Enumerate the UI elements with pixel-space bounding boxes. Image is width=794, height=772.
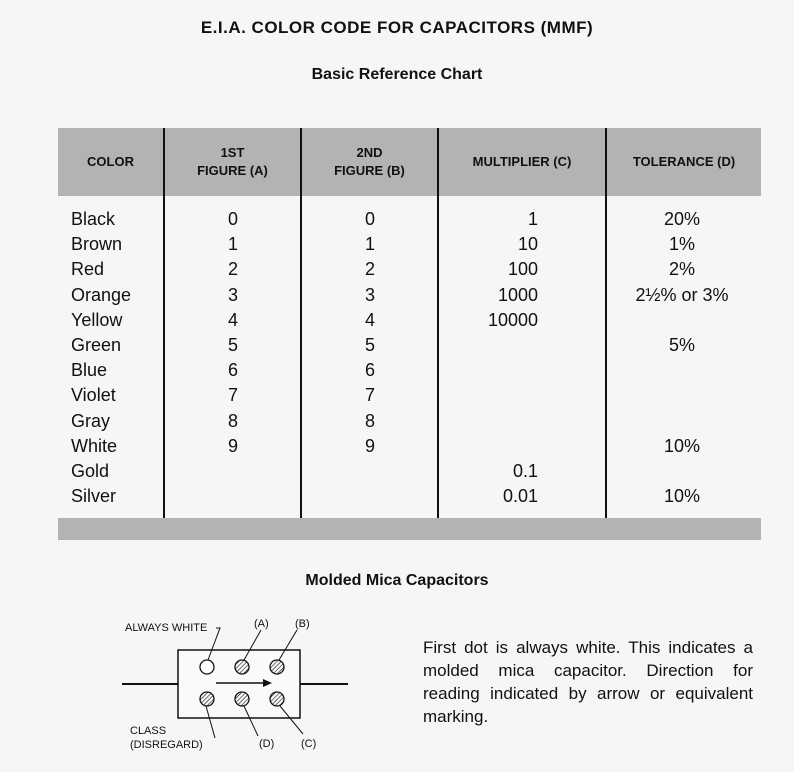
tolerance-cell: 1% [668,234,695,255]
page-title: E.I.A. COLOR CODE FOR CAPACITORS (MMF) [200,18,594,37]
column-header: 1ST FIGURE (A) [197,145,268,178]
color-code-table [58,128,761,540]
first-figure-cell: 9 [227,435,238,456]
table-row [58,232,761,257]
color-cell: Blue [71,360,108,381]
chart-subtitle: Basic Reference Chart [311,66,483,83]
mica-description: First dot is always white. This indicates a molded mica capacitor. Direction for reading indicated by arrow or equivalent marking. [423,638,753,726]
color-cell: Brown [71,234,123,255]
tolerance-cell: 2½% or 3% [635,284,729,305]
first-figure-cell: 3 [227,284,238,305]
multiplier-cell: 0.1 [512,461,538,481]
first-figure-cell: 1 [227,234,238,255]
multiplier-cell: 1000 [497,284,538,305]
column-header: TOLERANCE (D) [632,154,736,169]
color-cell: Orange [71,284,132,305]
label-disregard: (DISREGARD) [130,739,203,751]
label-always-white: ALWAYS WHITE [125,622,208,634]
color-cell: Gray [71,410,111,431]
multiplier-cell: 10000 [487,309,538,330]
multiplier-cell: 100 [507,259,538,280]
table-footer-band [58,518,761,540]
second-figure-cell: 3 [364,284,375,305]
tolerance-cell: 20% [663,209,701,229]
label-b: (B) [295,618,310,630]
mica-capacitor-diagram [120,610,350,760]
color-cell: White [71,435,118,456]
label-d: (D) [259,738,275,750]
dot-c-icon [270,692,284,706]
second-figure-cell: 0 [364,209,375,229]
color-cell: Gold [71,461,110,481]
table-row [58,434,761,459]
label-class: CLASS [130,725,167,737]
table-row [58,283,761,308]
second-figure-cell: 1 [364,234,375,255]
column-header: 2ND FIGURE (B) [334,145,405,178]
color-cell: Silver [71,486,117,507]
color-cell: Violet [71,385,116,406]
dot-class-icon [200,692,214,706]
tolerance-cell: 10% [663,435,701,456]
first-figure-cell: 5 [227,335,238,355]
first-figure-cell: 8 [227,410,238,431]
label-c: (C) [301,738,317,750]
tolerance-cell: 10% [663,486,701,507]
first-figure-cell: 2 [227,259,238,280]
tolerance-cell: 5% [668,335,695,355]
dot-a-icon [235,660,249,674]
column-header: COLOR [87,154,134,169]
color-cell: Black [71,209,116,229]
first-figure-cell: 7 [227,385,238,406]
table-row [58,308,761,333]
dot-d-icon [235,692,249,706]
table-row [58,383,761,408]
first-figure-cell: 4 [227,309,238,330]
dot-b-icon [270,660,284,674]
second-figure-cell: 8 [364,410,375,431]
color-cell: Yellow [71,309,123,330]
second-figure-cell: 4 [364,309,375,330]
multiplier-cell: 0.01 [502,486,538,507]
multiplier-cell: 1 [527,209,538,229]
second-figure-cell: 9 [364,435,375,456]
second-figure-cell: 5 [364,335,375,355]
table-row [58,409,761,434]
table-row [58,207,761,232]
tolerance-cell: 2% [668,259,695,280]
first-figure-cell: 0 [227,209,238,229]
first-figure-cell: 6 [227,360,238,381]
second-figure-cell: 2 [364,259,375,280]
table-row [58,484,761,509]
label-a: (A) [254,618,269,630]
color-cell: Red [71,259,105,280]
white-dot-icon [200,660,214,674]
color-cell: Green [71,335,122,355]
table-row [58,358,761,383]
table-row [58,333,761,358]
section-heading: Molded Mica Capacitors [305,572,489,589]
table-row [58,257,761,282]
table-row [58,459,761,484]
second-figure-cell: 6 [364,360,375,381]
multiplier-cell: 10 [517,234,538,255]
column-header: MULTIPLIER (C) [472,154,572,169]
second-figure-cell: 7 [364,385,375,406]
